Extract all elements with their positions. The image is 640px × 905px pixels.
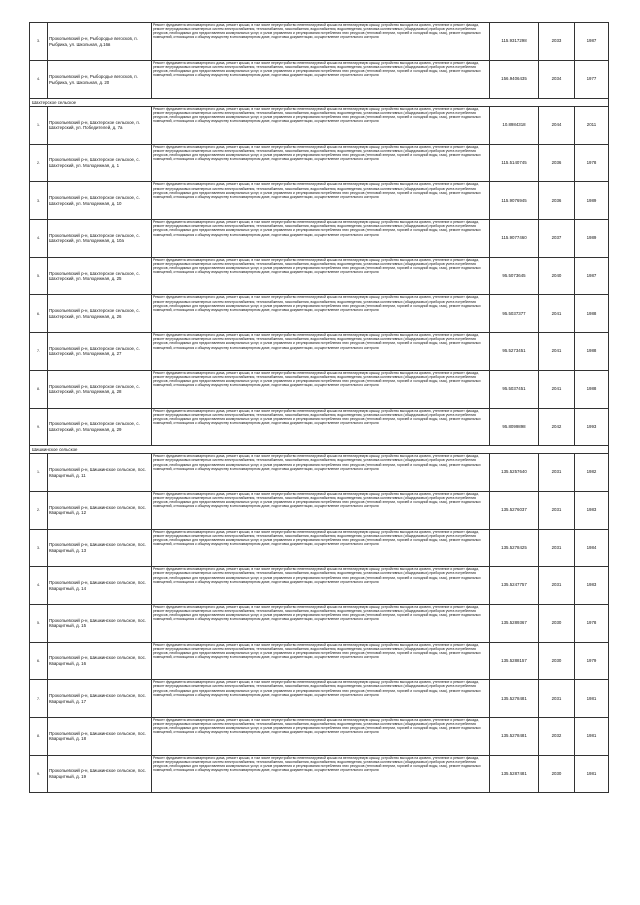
cost-cell: 135.5276037 [490, 491, 539, 529]
row-number: 5. [30, 604, 48, 642]
work-description-text: Ремонт фундамента многоквартирного дома, ремонт крыши, в том числе переустройство невентилируемой крыши на вентилируемую крышу, устройство выходов на кровлю, утепление и ремонт фасада, ремонт внутридомовых инженерных систем электроснабжения, теплоснабжения, газоснабжения, водоснабжения, водоотведения, установка коллективных (общедомовых) приборов учета потребления ресурсов, необходимых для предоставления коммунальных услуг, и узлов управления и регулирования потребления этих ресурсов (тепловой энергии, горячей и холодной воды, газа), ремонт подвальных помещений, относящихся к общему имуществу в многоквартирном доме, подготовка документации, осуществление строительного контроля [153, 718, 481, 735]
table-row [30, 144, 609, 182]
build-year-cell: 1988 [575, 370, 609, 408]
address-cell: Прокопьевский р-н, Шишкинское сельское, пос. Кварцитный, д. 15 [48, 604, 152, 642]
row-number: 6. [30, 295, 48, 333]
work-description-cell [152, 567, 490, 605]
table-row [30, 454, 609, 492]
table-row [30, 718, 609, 756]
work-description-text: Ремонт фундамента многоквартирного дома, ремонт крыши, в том числе переустройство невентилируемой крыши на вентилируемую крышу, устройство выходов на кровлю, утепление и ремонт фасада, ремонт внутридомовых инженерных систем электроснабжения, теплоснабжения, газоснабжения, водоснабжения, водоотведения, установка коллективных (общедомовых) приборов учета потребления ресурсов, необходимых для предоставления коммунальных услуг, и узлов управления и регулирования потребления этих ресурсов (тепловой энергии, горячей и холодной воды, газа), ремонт подвальных помещений, относящихся к общему имуществу в многоквартирном доме, подготовка документации, осуществление строительного контроля [153, 680, 481, 697]
table-row [30, 61, 609, 99]
work-description-text: Ремонт фундамента многоквартирного дома, ремонт крыши, в том числе переустройство невентилируемой крыши на вентилируемую крышу, устройство выходов на кровлю, утепление и ремонт фасада, ремонт внутридомовых инженерных систем электроснабжения, теплоснабжения, газоснабжения, водоснабжения, водоотведения, установка коллективных (общедомовых) приборов учета потребления ресурсов, необходимых для предоставления коммунальных услуг, и узлов управления и регулирования потребления этих ресурсов (тепловой энергии, горячей и холодной воды, газа), ремонт подвальных помещений, относящихся к общему имуществу в многоквартирном доме, подготовка документации, осуществление строительного контроля [153, 182, 481, 199]
cost-cell: 135.5288157 [490, 642, 539, 680]
row-number: 3. [30, 529, 48, 567]
planned-year-cell: 2034 [539, 61, 575, 99]
address-cell: Прокопьевский р-н, Шахтерское сельское, с. Шахтерский, ул. Молодежная, д. 29 [48, 408, 152, 446]
table-row [30, 370, 609, 408]
address-cell: Прокопьевский р-н, Шишкинское сельское, пос. Кварцитный, д. 13 [48, 529, 152, 567]
row-number: 7. [30, 680, 48, 718]
cost-cell: 95.5073645 [490, 257, 539, 295]
planned-year-cell: 2040 [539, 257, 575, 295]
planned-year-cell: 2042 [539, 408, 575, 446]
section-title: Шахтерское сельское [30, 99, 609, 107]
work-description-text: Ремонт фундамента многоквартирного дома, ремонт крыши, в том числе переустройство невентилируемой крыши на вентилируемую крышу, устройство выходов на кровлю, утепление и ремонт фасада, ремонт внутридомовых инженерных систем электроснабжения, теплоснабжения, газоснабжения, водоснабжения, водоотведения, установка коллективных (общедомовых) приборов учета потребления ресурсов, необходимых для предоставления коммунальных услуг, и узлов управления и регулирования потребления этих ресурсов (тепловой энергии, горячей и холодной воды, газа), ремонт подвальных помещений, относящихся к общему имуществу в многоквартирном доме, подготовка документации, осуществление строительного контроля [153, 257, 481, 275]
cost-cell: 115.9076945 [490, 182, 539, 220]
table-row [30, 295, 609, 333]
cost-cell: 95.8099898 [490, 408, 539, 446]
cost-cell: 10.8984318 [490, 107, 539, 145]
cost-cell: 135.5289367 [490, 604, 539, 642]
work-description-cell [152, 755, 490, 793]
table-row [30, 257, 609, 295]
build-year-cell: 1988 [575, 295, 609, 333]
build-year-cell: 1989 [575, 182, 609, 220]
planned-year-cell: 2031 [539, 491, 575, 529]
row-number: 3. [30, 182, 48, 220]
build-year-cell: 1978 [575, 604, 609, 642]
build-year-cell: 1977 [575, 61, 609, 99]
table-row [30, 604, 609, 642]
planned-year-cell: 2032 [539, 718, 575, 756]
build-year-cell: 1978 [575, 144, 609, 182]
cost-cell: 156.9406435 [490, 61, 539, 99]
build-year-cell: 1983 [575, 567, 609, 605]
cost-cell: 115.9317298 [490, 23, 539, 61]
planned-year-cell: 2041 [539, 295, 575, 333]
planned-year-cell: 2041 [539, 333, 575, 371]
planned-year-cell: 2030 [539, 604, 575, 642]
planned-year-cell: 2031 [539, 454, 575, 492]
work-description-text: Ремонт фундамента многоквартирного дома, ремонт крыши, в том числе переустройство невентилируемой крыши на вентилируемую крышу, устройство выходов на кровлю, утепление и ремонт фасада, ремонт внутридомовых инженерных систем электроснабжения, теплоснабжения, газоснабжения, водоснабжения, водоотведения, установка коллективных (общедомовых) приборов учета потребления ресурсов, необходимых для предоставления коммунальных услуг, и узлов управления и регулирования потребления этих ресурсов (тепловой энергии, горячей и холодной воды, газа), ремонт подвальных помещений, относящихся к общему имуществу в многоквартирном доме, подготовка документации, осуществление строительного контроля [153, 408, 481, 425]
work-description-text: Ремонт фундамента многоквартирного дома, ремонт крыши, в том числе переустройство невентилируемой крыши на вентилируемую крышу, устройство выходов на кровлю, утепление и ремонт фасада, ремонт внутридомовых инженерных систем электроснабжения, теплоснабжения, газоснабжения, водоснабжения, водоотведения, установка коллективных (общедомовых) приборов учета потребления ресурсов, необходимых для предоставления коммунальных услуг, и узлов управления и регулирования потребления этих ресурсов (тепловой энергии, горячей и холодной воды, газа), ремонт подвальных помещений, относящихся к общему имуществу в многоквартирном доме, подготовка документации, осуществление строительного контроля [153, 755, 481, 773]
work-description-text: Ремонт фундамента многоквартирного дома, ремонт крыши, в том числе переустройство невентилируемой крыши на вентилируемую крышу, устройство выходов на кровлю, утепление и ремонт фасада, ремонт внутридомовых инженерных систем электроснабжения, теплоснабжения, газоснабжения, водоснабжения, водоотведения, установка коллективных (общедомовых) приборов учета потребления ресурсов, необходимых для предоставления коммунальных услуг, и узлов управления и регулирования потребления этих ресурсов (тепловой энергии, горячей и холодной воды, газа), ремонт подвальных помещений, относящихся к общему имуществу в многоквартирном доме, подготовка документации, осуществление строительного контроля [153, 333, 481, 350]
row-number: 8. [30, 370, 48, 408]
work-description-cell [152, 107, 490, 145]
row-number: 5. [30, 257, 48, 295]
planned-year-cell: 2036 [539, 182, 575, 220]
address-cell: Прокопьевский р-н, Шишкинское сельское, пос. Кварцитный, д. 12 [48, 491, 152, 529]
work-description-cell [152, 529, 490, 567]
address-cell: Прокопьевский р-н, Рыбородье вегосков, п. Рыбрика, ул. Школьная, д. 20 [48, 61, 152, 99]
address-cell: Прокопьевский р-н, Шишкинское сельское, пос. Кварцитный, д. 18 [48, 718, 152, 756]
row-number: 8. [30, 718, 48, 756]
work-description-text: Ремонт фундамента многоквартирного дома, ремонт крыши, в том числе переустройство невентилируемой крыши на вентилируемую крышу, устройство выходов на кровлю, утепление и ремонт фасада, ремонт внутридомовых инженерных систем электроснабжения, теплоснабжения, газоснабжения, водоснабжения, водоотведения, установка коллективных (общедомовых) приборов учета потребления ресурсов, необходимых для предоставления коммунальных услуг, и узлов управления и регулирования потребления этих ресурсов (тепловой энергии, горячей и холодной воды, газа), ремонт подвальных помещений, относящихся к общему имуществу в многоквартирном доме, подготовка документации, осуществление строительного контроля [153, 604, 481, 622]
row-number: 9. [30, 408, 48, 446]
planned-year-cell: 2041 [539, 370, 575, 408]
build-year-cell: 1981 [575, 680, 609, 718]
address-cell: Прокопьевский р-н, Шишкинское сельское, пос. Кварцитный, д. 11 [48, 454, 152, 492]
work-description-text: Ремонт фундамента многоквартирного дома, ремонт крыши, в том числе переустройство невентилируемой крыши на вентилируемую крышу, устройство выходов на кровлю, утепление и ремонт фасада, ремонт внутридомовых инженерных систем электроснабжения, теплоснабжения, газоснабжения, водоснабжения, водоотведения, установка коллективных (общедомовых) приборов учета потребления ресурсов, необходимых для предоставления коммунальных услуг, и узлов управления и регулирования потребления этих ресурсов (тепловой энергии, горячей и холодной воды, газа), ремонт подвальных помещений, относящихся к общему имуществу в многоквартирном доме, подготовка документации, осуществление строительного контроля [153, 567, 481, 584]
row-number: 4. [30, 567, 48, 605]
table-row [30, 529, 609, 567]
work-description-cell [152, 220, 490, 258]
work-description-text: Ремонт фундамента многоквартирного дома, ремонт крыши, в том числе переустройство невентилируемой крыши на вентилируемую крышу, устройство выходов на кровлю, утепление и ремонт фасада, ремонт внутридомовых инженерных систем электроснабжения, теплоснабжения, газоснабжения, водоснабжения, водоотведения, установка коллективных (общедомовых) приборов учета потребления ресурсов, необходимых для предоставления коммунальных услуг, и узлов управления и регулирования потребления этих ресурсов (тепловой энергии, горячей и холодной воды, газа), ремонт подвальных помещений, относящихся к общему имуществу в многоквартирном доме, подготовка документации, осуществление строительного контроля [153, 370, 481, 388]
address-cell: Прокопьевский р-н, Шахтерское сельское, с. Шахтерский, ул. Молодежная, д. 27 [48, 333, 152, 371]
row-number: 4. [30, 61, 48, 99]
build-year-cell: 1983 [575, 491, 609, 529]
work-description-cell [152, 408, 490, 446]
build-year-cell: 1981 [575, 755, 609, 793]
cost-cell: 135.5247757 [490, 567, 539, 605]
repair-schedule-table [29, 22, 609, 793]
build-year-cell: 1982 [575, 454, 609, 492]
table-row [30, 107, 609, 145]
cost-cell: 135.5278481 [490, 680, 539, 718]
work-description-text: Ремонт фундамента многоквартирного дома, ремонт крыши, в том числе переустройство невентилируемой крыши на вентилируемую крышу, устройство выходов на кровлю, утепление и ремонт фасада, ремонт внутридомовых инженерных систем электроснабжения, теплоснабжения, газоснабжения, водоснабжения, водоотведения, установка коллективных (общедомовых) приборов учета потребления ресурсов, необходимых для предоставления коммунальных услуг, и узлов управления и регулирования потребления этих ресурсов (тепловой энергии, горячей и холодной воды, газа), ремонт подвальных помещений, относящихся к общему имуществу в многоквартирном доме, подготовка документации, осуществление строительного контроля [153, 454, 481, 471]
planned-year-cell: 2030 [539, 642, 575, 680]
table-row [30, 408, 609, 446]
cost-cell: 135.5287481 [490, 755, 539, 793]
table-row [30, 642, 609, 680]
work-description-cell [152, 642, 490, 680]
cost-cell: 135.5278481 [490, 718, 539, 756]
table-row [30, 333, 609, 371]
table-row [30, 755, 609, 793]
address-cell: Прокопьевский р-н, Шахтерское сельское, с. Шахтерский, ул. Молодежная, д. 1 [48, 144, 152, 182]
address-cell: Прокопьевский р-н, Рыбородье вегосков, п. Рыбрика, ул. Школьная, д.16в [48, 23, 152, 61]
planned-year-cell: 2030 [539, 755, 575, 793]
build-year-cell: 1987 [575, 257, 609, 295]
table-row [30, 567, 609, 605]
row-number: 6. [30, 642, 48, 680]
work-description-text: Ремонт фундамента многоквартирного дома, ремонт крыши, в том числе переустройство невентилируемой крыши на вентилируемую крышу, устройство выходов на кровлю, утепление и ремонт фасада, ремонт внутридомовых инженерных систем электроснабжения, теплоснабжения, газоснабжения, водоснабжения, водоотведения, установка коллективных (общедомовых) приборов учета потребления ресурсов, необходимых для предоставления коммунальных услуг, и узлов управления и регулирования потребления этих ресурсов (тепловой энергии, горячей и холодной воды, газа), ремонт подвальных помещений, относящихся к общему имуществу в многоквартирном доме, подготовка документации, осуществление строительного контроля [153, 23, 481, 40]
build-year-cell: 1988 [575, 333, 609, 371]
section-header-row [30, 99, 609, 107]
section-title: Шишкинское сельское [30, 446, 609, 454]
work-description-cell [152, 604, 490, 642]
address-cell: Прокопьевский р-н, Шишкинское сельское, пос. Кварцитный, д. 17 [48, 680, 152, 718]
work-description-text: Ремонт фундамента многоквартирного дома, ремонт крыши, в том числе переустройство невентилируемой крыши на вентилируемую крышу, устройство выходов на кровлю, утепление и ремонт фасада, ремонт внутридомовых инженерных систем электроснабжения, теплоснабжения, газоснабжения, водоснабжения, водоотведения, установка коллективных (общедомовых) приборов учета потребления ресурсов, необходимых для предоставления коммунальных услуг, и узлов управления и регулирования потребления этих ресурсов (тепловой энергии, горячей и холодной воды, газа), ремонт подвальных помещений, относящихся к общему имуществу в многоквартирном доме, подготовка документации, осуществление строительного контроля [153, 220, 481, 237]
work-description-text: Ремонт фундамента многоквартирного дома, ремонт крыши, в том числе переустройство невентилируемой крыши на вентилируемую крышу, устройство выходов на кровлю, утепление и ремонт фасада, ремонт внутридомовых инженерных систем электроснабжения, теплоснабжения, газоснабжения, водоснабжения, водоотведения, установка коллективных (общедомовых) приборов учета потребления ресурсов, необходимых для предоставления коммунальных услуг, и узлов управления и регулирования потребления этих ресурсов (тепловой энергии, горячей и холодной воды, газа), ремонт подвальных помещений, относящихся к общему имуществу в многоквартирном доме, подготовка документации, осуществление строительного контроля [153, 491, 481, 509]
planned-year-cell: 2031 [539, 567, 575, 605]
build-year-cell: 1981 [575, 718, 609, 756]
row-number: 1. [30, 454, 48, 492]
build-year-cell: 1987 [575, 23, 609, 61]
cost-cell: 135.5278425 [490, 529, 539, 567]
work-description-text: Ремонт фундамента многоквартирного дома, ремонт крыши, в том числе переустройство невентилируемой крыши на вентилируемую крышу, устройство выходов на кровлю, утепление и ремонт фасада, ремонт внутридомовых инженерных систем электроснабжения, теплоснабжения, газоснабжения, водоснабжения, водоотведения, установка коллективных (общедомовых) приборов учета потребления ресурсов, необходимых для предоставления коммунальных услуг, и узлов управления и регулирования потребления этих ресурсов (тепловой энергии, горячей и холодной воды, газа), ремонт подвальных помещений, относящихся к общему имуществу в многоквартирном доме, подготовка документации, осуществление строительного контроля [153, 642, 481, 660]
cost-cell: 135.5257640 [490, 454, 539, 492]
work-description-text: Ремонт фундамента многоквартирного дома, ремонт крыши, в том числе переустройство невентилируемой крыши на вентилируемую крышу, устройство выходов на кровлю, утепление и ремонт фасада, ремонт внутридомовых инженерных систем электроснабжения, теплоснабжения, газоснабжения, водоснабжения, водоотведения, установка коллективных (общедомовых) приборов учета потребления ресурсов, необходимых для предоставления коммунальных услуг, и узлов управления и регулирования потребления этих ресурсов (тепловой энергии, горячей и холодной воды, газа), ремонт подвальных помещений, относящихся к общему имуществу в многоквартирном доме, подготовка документации, осуществление строительного контроля [153, 61, 481, 78]
work-description-cell [152, 333, 490, 371]
work-description-cell [152, 491, 490, 529]
build-year-cell: 2011 [575, 107, 609, 145]
row-number: 2. [30, 491, 48, 529]
cost-cell: 95.5037377 [490, 295, 539, 333]
table-row [30, 680, 609, 718]
work-description-cell [152, 23, 490, 61]
cost-cell: 95.5037451 [490, 370, 539, 408]
work-description-cell [152, 454, 490, 492]
table-row [30, 491, 609, 529]
table-row [30, 220, 609, 258]
cost-cell: 95.5273451 [490, 333, 539, 371]
work-description-text: Ремонт фундамента многоквартирного дома, ремонт крыши, в том числе переустройство невентилируемой крыши на вентилируемую крышу, устройство выходов на кровлю, утепление и ремонт фасада, ремонт внутридомовых инженерных систем электроснабжения, теплоснабжения, газоснабжения, водоснабжения, водоотведения, установка коллективных (общедомовых) приборов учета потребления ресурсов, необходимых для предоставления коммунальных услуг, и узлов управления и регулирования потребления этих ресурсов (тепловой энергии, горячей и холодной воды, газа), ремонт подвальных помещений, относящихся к общему имуществу в многоквартирном доме, подготовка документации, осуществление строительного контроля [153, 107, 481, 124]
address-cell: Прокопьевский р-н, Шишкинское сельское, пос. Кварцитный, д. 16 [48, 642, 152, 680]
address-cell: Прокопьевский р-н, Шахтерское сельское, с. Шахтерский, ул. Молодежная, д. 10 [48, 182, 152, 220]
address-cell: Прокопьевский р-н, Шахтерское сельское, с. Шахтерский, ул. Молодежная, д. 28 [48, 370, 152, 408]
table-row [30, 182, 609, 220]
build-year-cell: 1993 [575, 408, 609, 446]
work-description-text: Ремонт фундамента многоквартирного дома, ремонт крыши, в том числе переустройство невентилируемой крыши на вентилируемую крышу, устройство выходов на кровлю, утепление и ремонт фасада, ремонт внутридомовых инженерных систем электроснабжения, теплоснабжения, газоснабжения, водоснабжения, водоотведения, установка коллективных (общедомовых) приборов учета потребления ресурсов, необходимых для предоставления коммунальных услуг, и узлов управления и регулирования потребления этих ресурсов (тепловой энергии, горячей и холодной воды, газа), ремонт подвальных помещений, относящихся к общему имуществу в многоквартирном доме, подготовка документации, осуществление строительного контроля [153, 529, 481, 547]
address-cell: Прокопьевский р-н, Шишкинское сельское, пос. Кварцитный, д. 14 [48, 567, 152, 605]
planned-year-cell: 2044 [539, 107, 575, 145]
planned-year-cell: 2036 [539, 144, 575, 182]
row-number: 9. [30, 755, 48, 793]
section-header-row [30, 446, 609, 454]
work-description-text: Ремонт фундамента многоквартирного дома, ремонт крыши, в том числе переустройство невентилируемой крыши на вентилируемую крышу, устройство выходов на кровлю, утепление и ремонт фасада, ремонт внутридомовых инженерных систем электроснабжения, теплоснабжения, газоснабжения, водоснабжения, водоотведения, установка коллективных (общедомовых) приборов учета потребления ресурсов, необходимых для предоставления коммунальных услуг, и узлов управления и регулирования потребления этих ресурсов (тепловой энергии, горячей и холодной воды, газа), ремонт подвальных помещений, относящихся к общему имуществу в многоквартирном доме, подготовка документации, осуществление строительного контроля [153, 144, 481, 162]
repair-schedule-sheet [29, 22, 608, 793]
address-cell: Прокопьевский р-н, Шахтерское сельское, с. Шахтерский, ул. Молодежная, д. 25 [48, 257, 152, 295]
planned-year-cell: 2031 [539, 529, 575, 567]
address-cell: Прокопьевский р-н, Шахтерское сельское, с. Шахтерский, ул. Молодежная, д. 10а [48, 220, 152, 258]
work-description-cell [152, 370, 490, 408]
planned-year-cell: 2037 [539, 220, 575, 258]
build-year-cell: 1979 [575, 642, 609, 680]
work-description-cell [152, 680, 490, 718]
work-description-cell [152, 257, 490, 295]
cost-cell: 115.9077460 [490, 220, 539, 258]
address-cell: Прокопьевский р-н, Шишкинское сельское, пос. Кварцитный, д. 19 [48, 755, 152, 793]
work-description-cell [152, 718, 490, 756]
work-description-cell [152, 182, 490, 220]
address-cell: Прокопьевский р-н, Шахтерское сельское, с. Шахтерский, ул. Молодежная, д. 26 [48, 295, 152, 333]
table-body [30, 23, 609, 793]
work-description-cell [152, 61, 490, 99]
row-number: 7. [30, 333, 48, 371]
address-cell: Прокопьевский р-н, Шахтерское сельское, п. Шахтерский, ул. Победителей, д. 7а [48, 107, 152, 145]
row-number: 4. [30, 220, 48, 258]
row-number: 3. [30, 23, 48, 61]
work-description-cell [152, 144, 490, 182]
row-number: 1. [30, 107, 48, 145]
work-description-cell [152, 295, 490, 333]
build-year-cell: 1984 [575, 529, 609, 567]
build-year-cell: 1989 [575, 220, 609, 258]
table-row [30, 23, 609, 61]
cost-cell: 115.5140745 [490, 144, 539, 182]
row-number: 2. [30, 144, 48, 182]
work-description-text: Ремонт фундамента многоквартирного дома, ремонт крыши, в том числе переустройство невентилируемой крыши на вентилируемую крышу, устройство выходов на кровлю, утепление и ремонт фасада, ремонт внутридомовых инженерных систем электроснабжения, теплоснабжения, газоснабжения, водоснабжения, водоотведения, установка коллективных (общедомовых) приборов учета потребления ресурсов, необходимых для предоставления коммунальных услуг, и узлов управления и регулирования потребления этих ресурсов (тепловой энергии, горячей и холодной воды, газа), ремонт подвальных помещений, относящихся к общему имуществу в многоквартирном доме, подготовка документации, осуществление строительного контроля [153, 295, 481, 312]
planned-year-cell: 2031 [539, 680, 575, 718]
planned-year-cell: 2033 [539, 23, 575, 61]
